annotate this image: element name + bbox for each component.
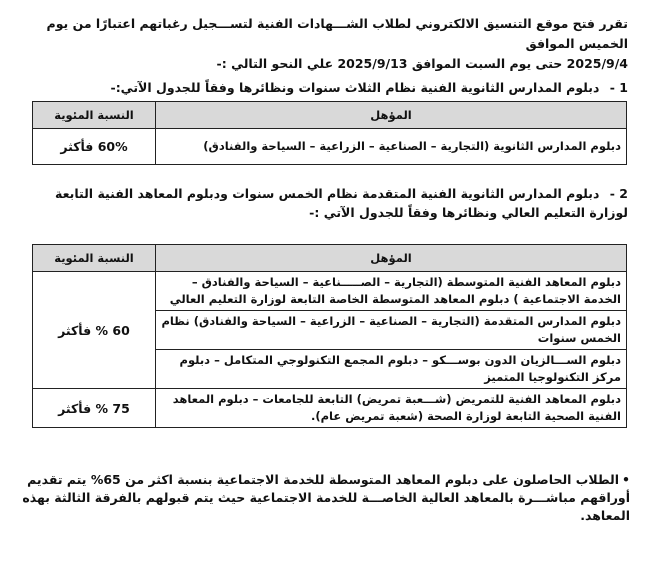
table-1-cell-qualification: دبلوم المدارس الثانوية (التجارية – الصناعية – الزراعية – السياحة والفنادق) [156,129,627,165]
table-2-header-qualification: المؤهل [156,245,627,272]
section-2-heading [23,184,628,222]
intro-line-2: 2025/9/4 حتى يوم السبت الموافق 2025/9/13 علي النحو التالي :- [216,56,628,71]
table-1-header-percentage: النسبة المئوية [33,102,156,129]
section-2-number: 2 - [609,186,628,201]
table-2-header-percentage: النسبة المئوية [33,245,156,272]
table-2-cell-qualification: دبلوم الســـالزيان الدون بوســـكو – دبلوم المجمع التكنولوجي المتكامل – دبلوم مركز التكنولوجيا المتميز [156,350,627,389]
intro-line-1: تقرر فتح موقع التنسيق الالكتروني لطلاب الشـــهادات الفنية لتســـجيل رغباتهم اعتبارًا من يوم الخميس الموافق [46,16,628,51]
table-row [33,389,627,428]
table-2-header-row [33,245,627,272]
table-2-cell-qualification: دبلوم المعاهد الفنية للتمريض (شـــعبة تمريض) التابعة للجامعات – دبلوم المعاهد الفنية الصحية التابعة لوزارة الصحة (شعبة تمريض عام). [156,389,627,428]
table-row [33,272,627,311]
table-1-header-qualification: المؤهل [156,102,627,129]
note-paragraph [18,471,630,525]
section-1-heading [23,78,628,97]
table-1-cell-percentage: 60% فأكثر [33,129,156,165]
table-2-cell-percentage-group-2: 75 % فأكثر [33,389,156,428]
table-1 [32,101,627,165]
table-row [33,129,627,165]
section-1-number: 1 - [609,80,628,95]
table-2-cell-qualification: دبلوم المدارس المتقدمة (التجارية – الصناعية – الزراعية – السياحة والفنادق) نظام الخمس سنوات [156,311,627,350]
note-text: الطلاب الحاصلون على دبلوم المعاهد المتوسطة للخدمة الاجتماعية بنسبة اكثر من 65% يتم تقديم أوراقهم مباشـــرة بالمعاهد العالية الخاصـــة للخدمة الاجتماعية حيث يتم قبولهم بالفرقة الثالثة بهذه المعاهد. [22,472,630,523]
section-2-title: دبلوم المدارس الثانوية الفنية المتقدمة نظام الخمس سنوات ودبلوم المعاهد الفنية التابعة لوزارة التعليم العالي ونظائرها وفقاً للجدول الآتي :- [54,186,628,220]
table-2-cell-percentage-group-1: 60 % فأكثر [33,272,156,389]
intro-paragraph [18,14,628,74]
section-1-title: دبلوم المدارس الثانوية الفنية نظام الثلاث سنوات ونظائرها وفقاً للجدول الآتي:- [110,80,600,95]
table-2 [32,244,627,428]
table-2-cell-qualification: دبلوم المعاهد الفنية المتوسطة (التجارية – الصـــــناعية – السياحة والفنادق – الخدمة الاجتماعية ) دبلوم المعاهد المتوسطة الخاصة التابعة لوزارة التعليم العالي [156,272,627,311]
table-1-header-row [33,102,627,129]
bullet-icon: • [622,472,630,487]
